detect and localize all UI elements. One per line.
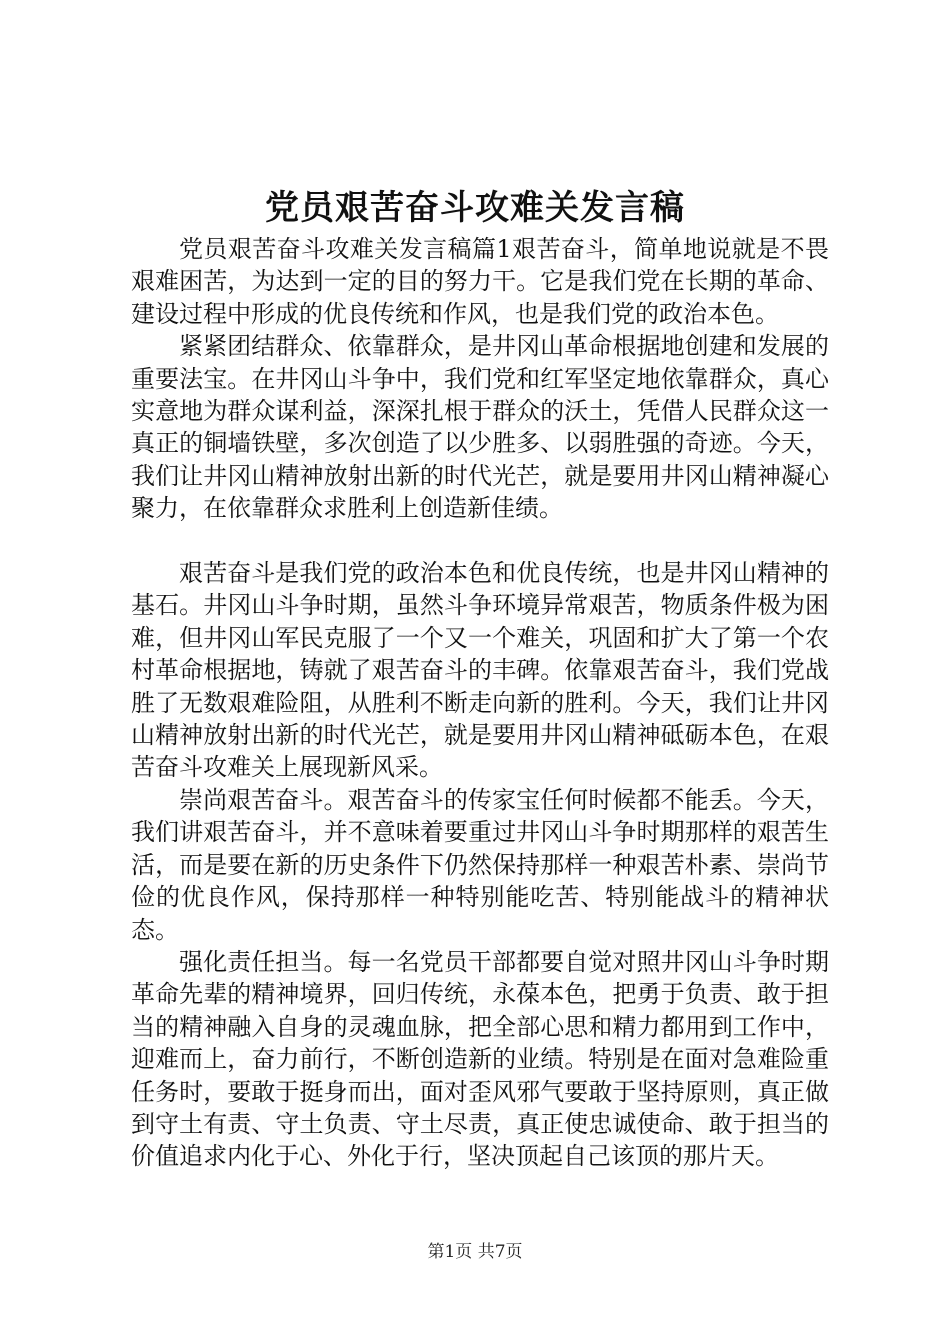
paragraph-gap xyxy=(131,525,829,557)
paragraph-1: 党员艰苦奋斗攻难关发言稿篇1艰苦奋斗，简单地说就是不畏艰难困苦，为达到一定的目的努力干。它是我们党在长期的革命、建设过程中形成的优良传统和作风，也是我们党的政治本色。 xyxy=(131,235,829,328)
page-number-footer: 第1页 共7页 xyxy=(427,1242,523,1262)
paragraph-5: 强化责任担当。每一名党员干部都要自觉对照井冈山斗争时期革命先辈的精神境界，回归传统，永葆本色，把勇于负责、敢于担当的精神融入自身的灵魂血脉，把全部心思和精力都用到工作中，迎难而上，奋力前行，不断创造新的业绩。特别是在面对急难险重任务时，要敢于挺身而出，面对歪风邪气要敢于坚持原则，真正做到守土有责、守土负责、守土尽责，真正使忠诚使命、敢于担当的价值追求内化于心、外化于行，坚决顶起自己该顶的那片天。 xyxy=(131,947,829,1171)
paragraph-4: 崇尚艰苦奋斗。艰苦奋斗的传家宝任何时候都不能丢。今天，我们讲艰苦奋斗，并不意味着要重过井冈山斗争时期那样的艰苦生活，而是要在新的历史条件下仍然保持那样一种艰苦朴素、崇尚节俭的优良作风，保持那样一种特别能吃苦、特别能战斗的精神状态。 xyxy=(131,785,829,944)
document-title: 党员艰苦奋斗攻难关发言稿 xyxy=(265,188,685,228)
document-body xyxy=(131,233,829,1173)
paragraph-2: 紧紧团结群众、依靠群众，是井冈山革命根据地创建和发展的重要法宝。在井冈山斗争中，我们党和红军坚定地依靠群众，真心实意地为群众谋利益，深深扎根于群众的沃土，凭借人民群众这一真正的铜墙铁壁，多次创造了以少胜多、以弱胜强的奇迹。今天，我们让井冈山精神放射出新的时代光芒，就是要用井冈山精神凝心聚力，在依靠群众求胜利上创造新佳绩。 xyxy=(131,332,829,523)
paragraph-3: 艰苦奋斗是我们党的政治本色和优良传统，也是井冈山精神的基石。井冈山斗争时期，虽然斗争环境异常艰苦，物质条件极为困难，但井冈山军民克服了一个又一个难关，巩固和扩大了第一个农村革命根据地，铸就了艰苦奋斗的丰碑。依靠艰苦奋斗，我们党战胜了无数艰难险阻，从胜利不断走向新的胜利。今天，我们让井冈山精神放射出新的时代光芒，就是要用井冈山精神砥砺本色，在艰苦奋斗攻难关上展现新风采。 xyxy=(131,559,829,782)
